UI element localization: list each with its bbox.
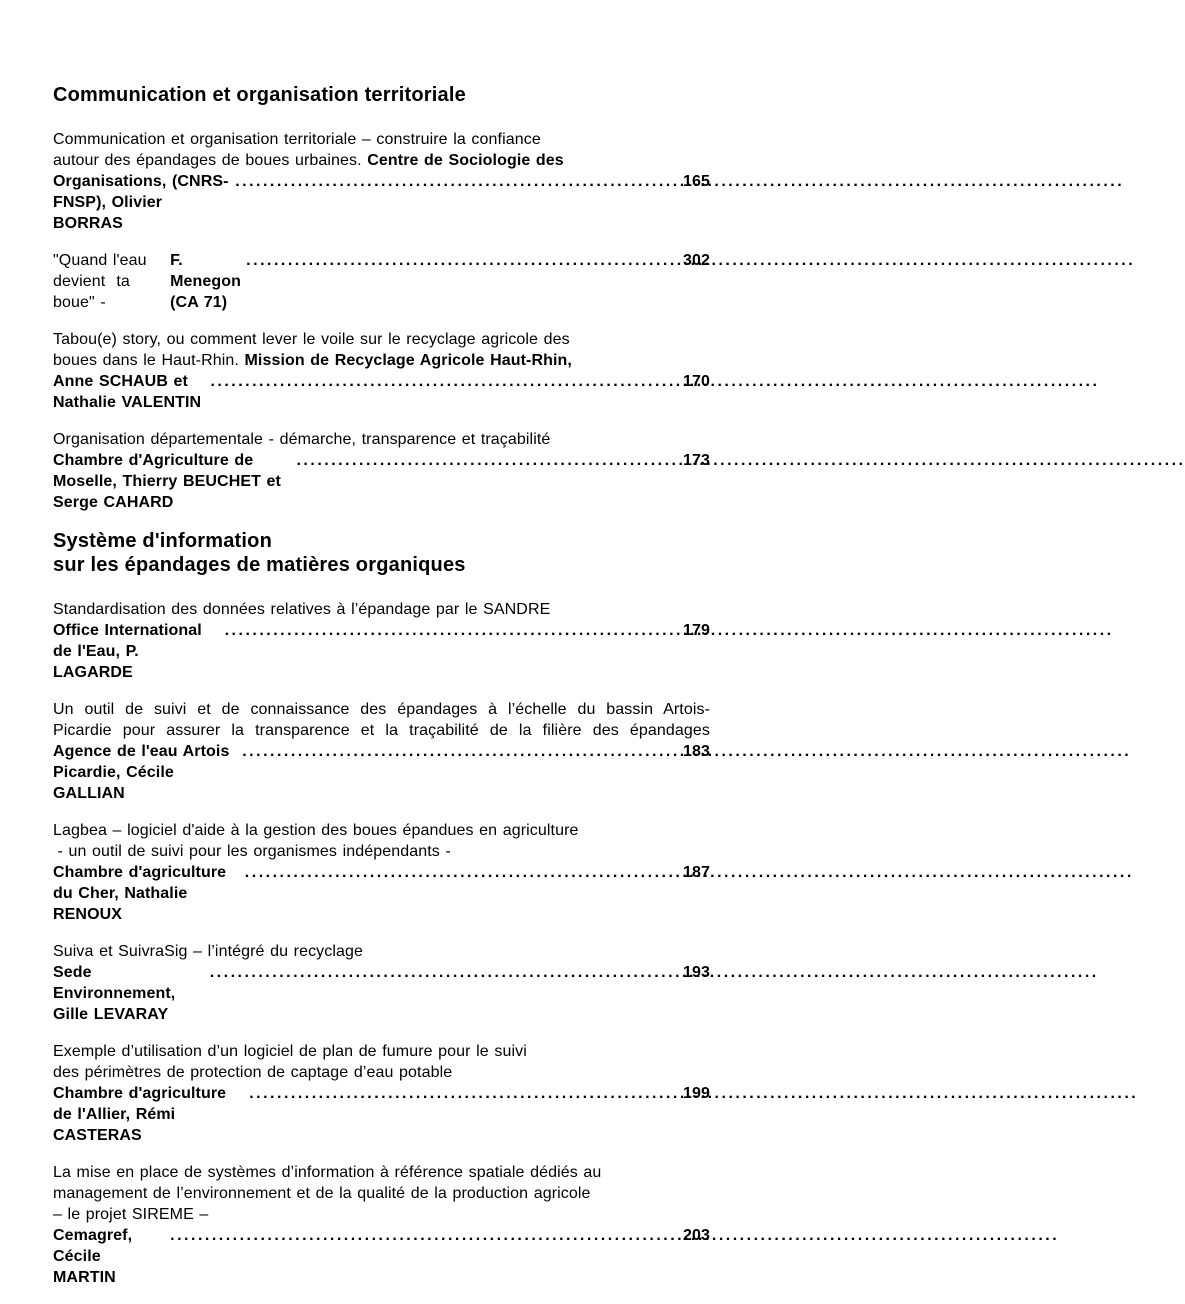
dot-leader [245,862,680,883]
toc-entry-line [53,429,710,450]
page-number: 165 [683,173,710,190]
dot-leader [225,620,680,641]
toc-entry [53,599,710,683]
toc-entry-line [53,129,710,150]
page-number: 302 [683,252,710,269]
toc-entry [53,1041,710,1146]
toc-entry-line [53,941,710,962]
entry-title-text: Organisation départementale - démarche, transparence et traçabilité [53,431,551,448]
toc-entry [53,250,710,313]
toc-entry-line-with-page [53,862,710,925]
entry-title-text: des périmètres de protection de captage d’eau potable [53,1064,453,1081]
section-heading-line: Système d'information [53,530,272,552]
entry-title-text: Communication et organisation territoriale – construire la confiance [53,131,541,148]
dot-leader [210,371,680,392]
entry-title-text: "Quand l'eau devient ta boue" - [53,252,153,311]
entry-title-text: Suiva et SuivraSig – l’intégré du recyclage [53,943,364,960]
entry-author-text: Chambre d'agriculture du Cher, Nathalie RENOUX [53,864,232,923]
toc-content [53,83,710,1304]
entry-author-text: Sede Environnement, Gille LEVARAY [53,964,181,1023]
toc-entry-line [53,150,710,171]
page-number: 203 [683,1227,710,1244]
dot-leader [170,1225,680,1246]
entry-author-text: Centre de Sociologie des [367,152,564,169]
toc-entry-line-with-page [53,371,710,413]
toc-entry-line-with-page [53,962,710,1025]
page-number: 170 [683,373,710,390]
toc-entry [53,820,710,925]
dot-leader [242,741,680,762]
toc-entry-line [53,820,710,841]
page-number: 193 [683,964,710,981]
toc-entry-line-with-page [53,741,710,804]
toc-entry-line [53,1062,710,1083]
toc-entry-line-with-page [53,450,710,513]
dot-leader [246,250,680,271]
entry-author-text: Agence de l'eau Artois Picardie, Cécile GALLIAN [53,743,236,802]
toc-entry-line [53,1162,710,1183]
entry-title-text: boues dans le Haut-Rhin. [53,352,245,369]
toc-entry-line [53,841,710,862]
page-number: 179 [683,622,710,639]
toc-entry-line [53,1041,710,1062]
dot-leader [296,450,680,471]
page-number: 199 [683,1085,710,1102]
section-heading [53,529,710,577]
toc-entry [53,429,710,513]
entry-title-text: Un outil de suivi et de connaissance des épandages à l’échelle du bassin Artois- [53,701,710,718]
toc-entry-line [53,720,710,741]
toc-entry-line-with-page [53,620,710,683]
toc-entry [53,329,710,413]
toc-entry-line-with-page [53,1225,710,1288]
toc-entry-line [53,699,710,720]
toc-entry-line [53,350,710,371]
toc-entry [53,941,710,1025]
entry-title-text: La mise en place de systèmes d’information à référence spatiale dédiés au [53,1164,602,1181]
entry-author-text: Anne SCHAUB et Nathalie VALENTIN [53,373,207,411]
entry-author-text: Office International de l'Eau, P. LAGARDE [53,622,208,681]
toc-entry-line [53,1183,710,1204]
entry-title-text: – le projet SIREME – [53,1206,209,1223]
entry-title-text: Lagbea – logiciel d'aide à la gestion des boues épandues en agriculture [53,822,579,839]
page-number: 183 [683,743,710,760]
toc-entry [53,129,710,234]
entry-author-text: Organisations, (CNRS-FNSP), Olivier BORRAS [53,173,229,232]
toc-entry-line [53,329,710,350]
entry-title-text: Tabou(e) story, ou comment lever le voile sur le recyclage agricole des [53,331,570,348]
toc-entry-line [53,1204,710,1225]
entry-title-text: - un outil de suivi pour les organismes indépendants - [53,843,451,860]
entry-title-text: management de l’environnement et de la qualité de la production agricole [53,1185,591,1202]
dot-leader [249,1083,680,1104]
entry-title-text: autour des épandages de boues urbaines. [53,152,368,169]
entry-author-text: Mission de Recyclage Agricole Haut-Rhin, [244,352,572,369]
page-number: 187 [683,864,710,881]
section-heading-line: Communication et organisation territoriale [53,84,466,106]
dot-leader [210,962,680,983]
page-number: 173 [683,452,710,469]
toc-entry [53,1162,710,1288]
entry-author-text: Chambre d'Agriculture de Moselle, Thierry BEUCHET et Serge CAHARD [53,452,287,511]
toc-entry-line-with-page [53,171,710,234]
entry-author-text: Chambre d'agriculture de l'Allier, Rémi CASTERAS [53,1085,232,1144]
dot-leader [235,171,680,192]
entry-author-text: F. Menegon (CA 71) [170,252,247,311]
section-heading [53,83,710,107]
entry-title-text: Picardie pour assurer la transparence et la traçabilité de la filière des épandages [53,722,710,739]
entry-author-text: Cemagref, Cécile MARTIN [53,1227,138,1286]
entry-title-text: Exemple d’utilisation d’un logiciel de plan de fumure pour le suivi [53,1043,527,1060]
entry-title-text: Standardisation des données relatives à l’épandage par le SANDRE [53,601,551,618]
toc-entry [53,699,710,804]
section-heading-line: sur les épandages de matières organiques [53,554,466,576]
toc-entry-line-with-page [53,1083,710,1146]
toc-entry-line [53,599,710,620]
toc-entry-line-with-page [53,250,710,313]
